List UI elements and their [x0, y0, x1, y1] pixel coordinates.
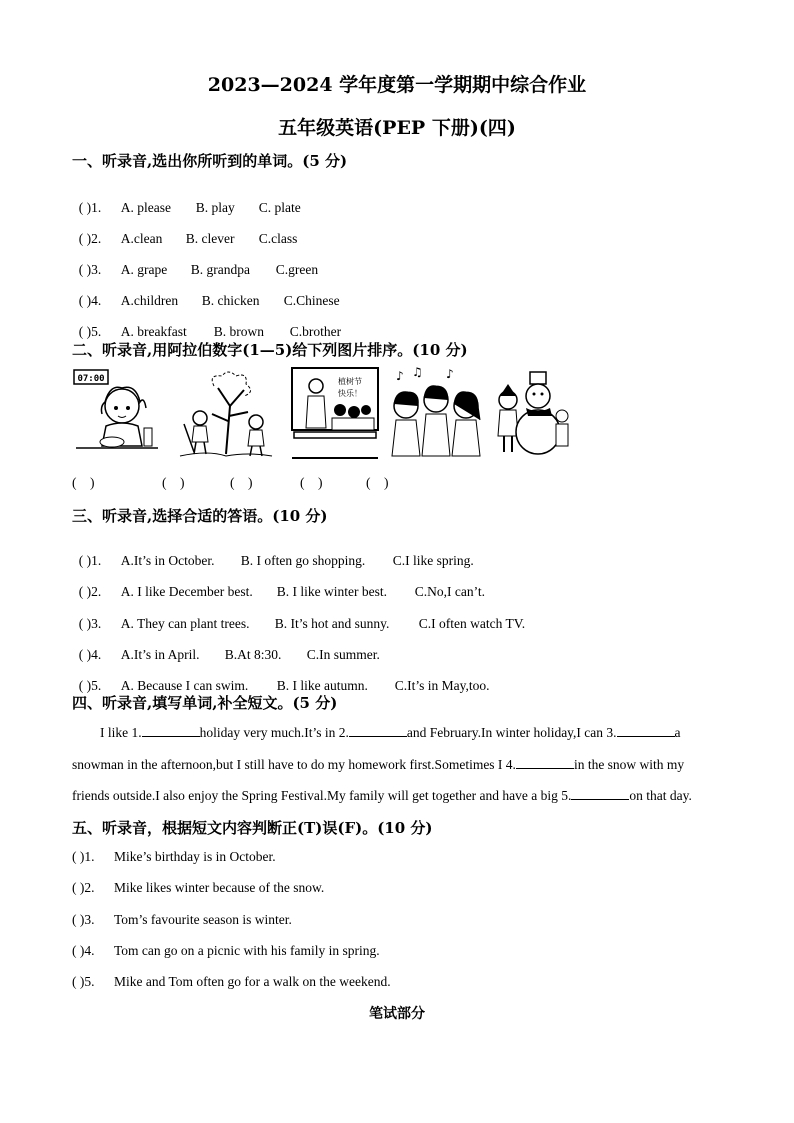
s5-q5: ( )5. Mike and Tom often go for a walk on the weekend.	[72, 974, 391, 989]
passage-line-2: snowman in the afternoon,but I still have to do my homework first.Sometimes I 4. in the snow with my	[72, 757, 685, 772]
s1-q3: ( )3. A. grape B. grandpa C.green	[78, 262, 319, 277]
section1-heading: 一、听录音,选出你所听到的单词。(5 分)	[72, 152, 348, 170]
s5-q1: ( )1. Mike’s birthday is in October.	[72, 849, 276, 864]
girls-singing-image	[388, 366, 484, 462]
svg-text:植树节: 植树节	[338, 377, 362, 386]
s1-q2: ( )2. A.clean B. clever C.class	[78, 231, 298, 246]
s5-q4: ( )4. Tom can go on a picnic with his family in spring.	[72, 943, 380, 958]
s1-q4: ( )4. A.children B. chicken C.Chinese	[78, 293, 340, 308]
written-part-heading: 笔试部分	[369, 1006, 425, 1022]
passage-line-1: I like 1. holiday very much.It’s in 2. and February.In winter holiday,I can 3. a	[100, 725, 681, 740]
blank-1[interactable]	[142, 724, 200, 737]
s3-q4: ( )4. A.It’s in April. B.At 8:30. C.In summer.	[78, 647, 380, 662]
s1-q1: ( )1. A. please B. play C. plate	[78, 200, 301, 215]
section2-heading: 二、听录音,用阿拉伯数字(1—5)给下列图片排序。(10 分)	[72, 341, 468, 359]
svg-text:07:00: 07:00	[77, 374, 105, 384]
breakfast-girl-image	[72, 366, 162, 462]
blank-2[interactable]	[349, 724, 407, 737]
planting-trees-image	[178, 366, 274, 462]
svg-text:♪: ♪	[446, 367, 454, 381]
s3-q1: ( )1. A.It’s in October. B. I often go shopping. C.I like spring.	[78, 553, 474, 568]
section4-heading: 四、听录音,填写单词,补全短文。(5 分)	[72, 694, 338, 712]
s5-q3: ( )3. Tom’s favourite season is winter.	[72, 912, 292, 927]
section3-heading: 三、听录音,选择合适的答语。(10 分)	[72, 507, 328, 525]
snowman-image	[492, 366, 570, 462]
blank-5[interactable]	[571, 787, 629, 800]
picture-strip	[72, 366, 572, 464]
s5-q2: ( )2. Mike likes winter because of the snow.	[72, 880, 325, 895]
s3-q3: ( )3. A. They can plant trees. B. It’s hot and sunny. C.I often watch TV.	[78, 616, 526, 631]
s3-q2: ( )2. A. I like December best. B. I like winter best. C.No,I can’t.	[78, 584, 485, 599]
svg-text:快乐！: 快乐！	[338, 389, 362, 398]
passage-line-3: friends outside.I also enjoy the Spring Festival.My family will get together and have a big 5. on that day.	[72, 788, 692, 803]
page-title: 2023—2024 学年度第一学期期中综合作业	[207, 74, 587, 96]
answer-paren-3[interactable]: ( )	[230, 475, 253, 490]
page-subtitle: 五年级英语(PEP 下册)(四)	[278, 117, 516, 139]
answer-paren-2[interactable]: ( )	[162, 475, 185, 490]
answer-paren-1[interactable]: ( )	[72, 475, 95, 490]
blank-3[interactable]	[617, 724, 675, 737]
blank-4[interactable]	[516, 756, 574, 769]
svg-text:♫: ♫	[412, 366, 423, 379]
classroom-board-image	[288, 366, 382, 462]
s1-q5: ( )5. A. breakfast B. brown C.brother	[78, 324, 342, 339]
section5-heading: 五、听录音，根据短文内容判断正(T)误(F)。(10 分)	[72, 819, 433, 837]
answer-paren-4[interactable]: ( )	[300, 475, 323, 490]
s3-q5: ( )5. A. Because I can swim. B. I like autumn. C.It’s in May,too.	[78, 678, 490, 693]
svg-text:♪: ♪	[396, 369, 404, 383]
answer-paren-5[interactable]: ( )	[366, 475, 389, 490]
